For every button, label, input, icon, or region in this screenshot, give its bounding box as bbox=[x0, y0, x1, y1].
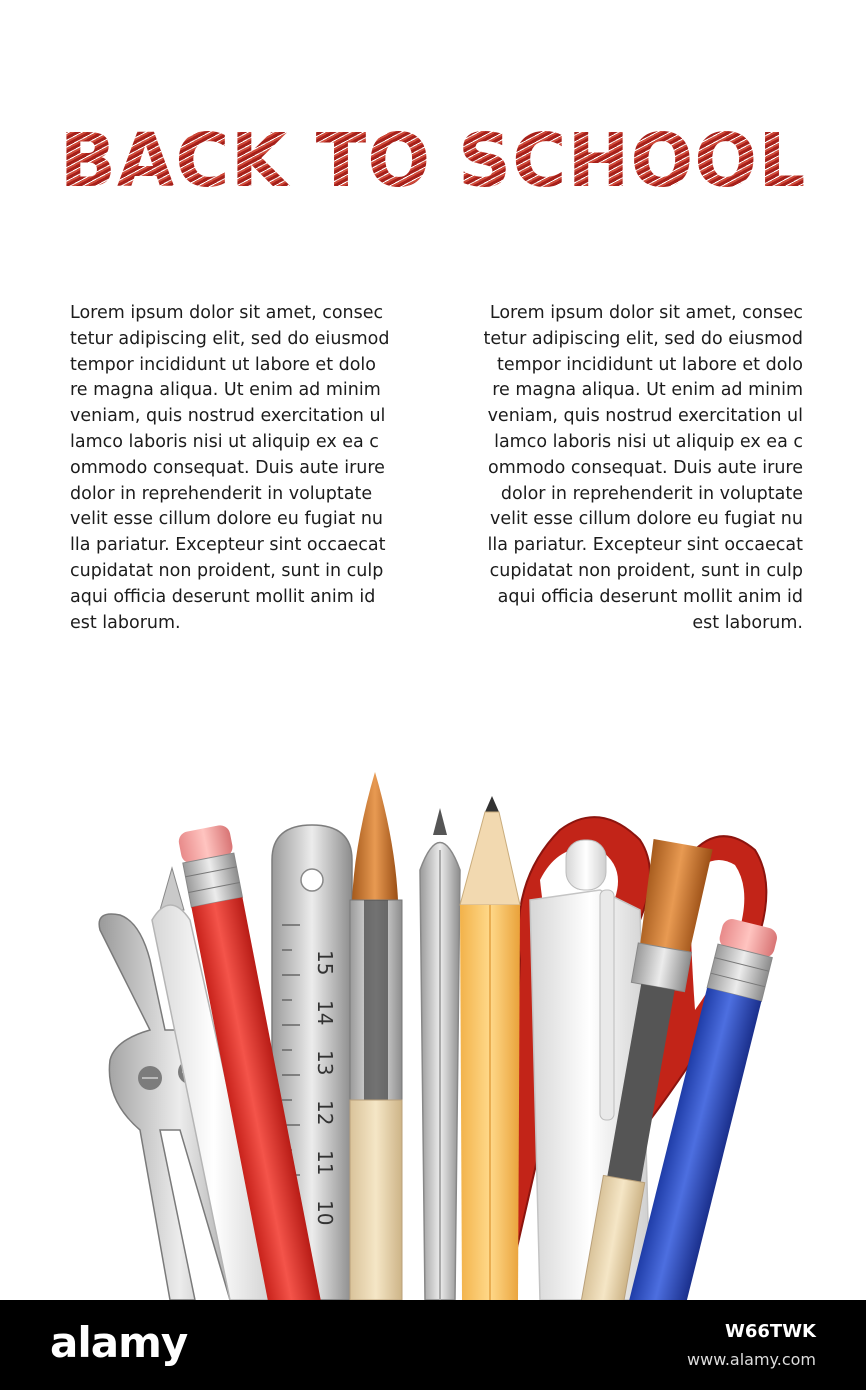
ruler-number-13: 13 bbox=[313, 1050, 337, 1076]
ruler-number-14: 14 bbox=[313, 1000, 337, 1026]
ruler-number-10: 10 bbox=[313, 1200, 337, 1226]
body-text-left: Lorem ipsum dolor sit amet, consec tetur adipiscing elit, sed do eiusmod tempor incididunt ut labore et dolo re magna aliqua. Ut enim ad minim veniam, quis nostrud exercitation ul lamco laboris nisi ut aliquip ex ea c ommodo consequat. Duis aute irure dolor in reprehenderit in voluptate velit esse cillum dolore eu fugiat nu lla pariatur. Excepteur sint occaecat cupidatat non proident, sunt in culp aqui officia deserunt mollit anim id est laborum. bbox=[70, 303, 390, 633]
body-text-right: Lorem ipsum dolor sit amet, consec tetur adipiscing elit, sed do eiusmod tempor incididunt ut labore et dolo re magna aliqua. Ut enim ad minim veniam, quis nostrud exercitation ul lamco laboris nisi ut aliquip ex ea c ommodo consequat. Duis aute irure dolor in reprehenderit in voluptate velit esse cillum dolore eu fugiat nu lla pariatur. Excepteur sint occaecat cupidatat non proident, sunt in culp aqui officia deserunt mollit anim id est laborum. bbox=[483, 303, 803, 633]
site-url: www.alamy.com bbox=[687, 1350, 816, 1369]
ruler-number-15: 15 bbox=[313, 950, 337, 976]
stationery-illustration bbox=[0, 760, 866, 1300]
silver-pen-icon bbox=[420, 808, 460, 1300]
ruler-number-11: 11 bbox=[313, 1150, 337, 1176]
paint-brush-icon bbox=[350, 772, 402, 1300]
image-id: W66TWK bbox=[725, 1321, 816, 1342]
brand-logo: alamy bbox=[50, 1318, 188, 1367]
yellow-pencil-icon bbox=[460, 796, 520, 1300]
ruler-number-12: 12 bbox=[313, 1100, 337, 1126]
poster-title: BACK TO SCHOOL bbox=[0, 118, 866, 204]
